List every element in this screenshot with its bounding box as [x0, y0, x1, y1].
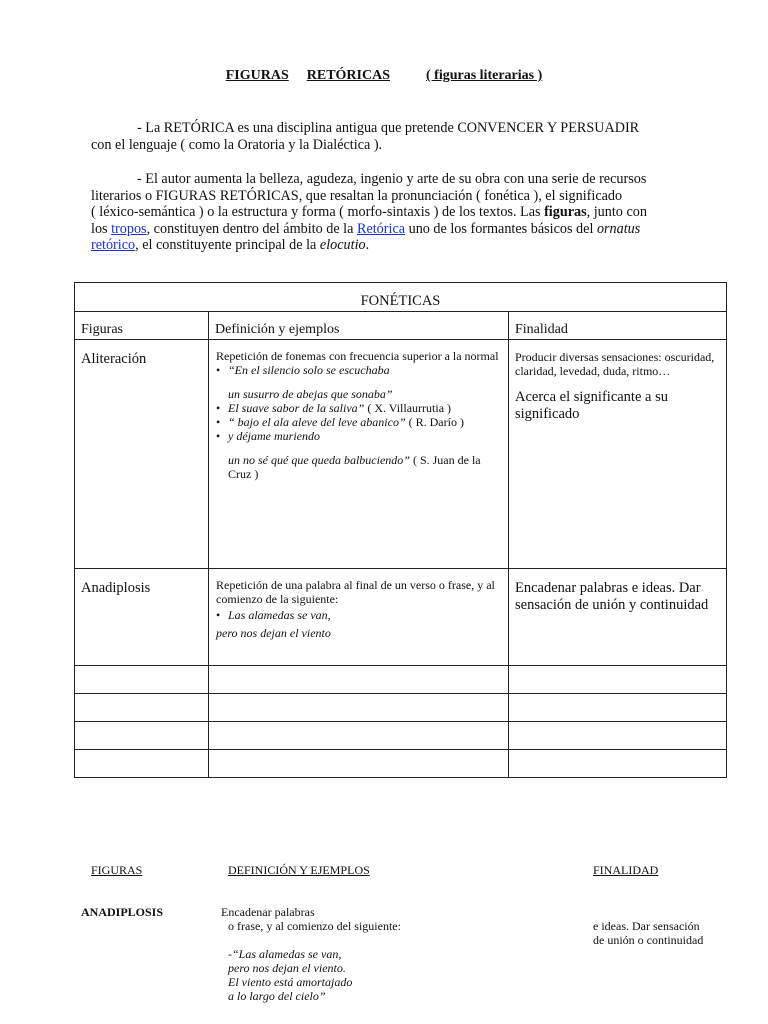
bottom-figure-name: ANADIPLOSIS	[81, 905, 164, 919]
link-retorico[interactable]: retórico	[91, 237, 136, 253]
bottom-header-figuras: FIGURAS	[91, 863, 143, 877]
table-row	[75, 569, 727, 666]
definition-text: Repetición de una palabra al final de un verso o frase, y al comienzo de la siguiente:	[216, 578, 495, 606]
empty-row	[75, 722, 727, 750]
title-figuras: FIGURAS	[225, 68, 289, 83]
table-heading: FONÉTICAS	[75, 283, 727, 312]
bottom-header-finalidad: FINALIDAD	[593, 863, 659, 877]
intro-paragraph-2	[91, 171, 711, 254]
bottom-header-definicion: DEFINICIÓN Y EJEMPLOS	[228, 863, 370, 877]
col-header-definicion: Definición y ejemplos	[209, 312, 509, 340]
list-item: • Las alamedas se van,	[216, 608, 331, 622]
bottom-example: -“Las alamedas se van, pero nos dejan el viento. El viento está amortajado a lo largo del cielo”	[228, 947, 353, 1003]
page-title	[0, 68, 768, 84]
p2-line2: literarios o FIGURAS RETÓRICAS, que resaltan la pronunciación ( fonética ), el significado	[91, 187, 623, 204]
title-subtitle: ( figuras literarias )	[426, 68, 543, 83]
empty-row	[75, 666, 727, 694]
title-retoricas: RETÓRICAS	[306, 68, 390, 83]
purpose-cell: Encadenar palabras e ideas. Dar sensación de unión y continuidad	[509, 569, 727, 666]
col-header-figuras: Figuras	[75, 312, 209, 340]
examples-list	[216, 363, 502, 377]
purpose-big: Acerca el significante a su significado	[515, 389, 668, 422]
list-item: • y déjame muriendo	[216, 429, 320, 443]
bottom-def-line1: Encadenar palabras	[221, 905, 315, 919]
figure-name: Aliteración	[75, 340, 209, 569]
empty-row	[75, 750, 727, 778]
table-row	[75, 340, 727, 569]
link-tropos[interactable]: tropos	[111, 220, 147, 237]
bottom-fin-line2: de unión o continuidad	[593, 933, 704, 947]
p2-line3: ( léxico-semántica ) o la estructura y forma ( morfo-sintaxis ) de los textos. Las figuras, junto con	[91, 204, 647, 220]
definition-cell: Repetición de una palabra al final de un verso o frase, y al comienzo de la siguiente: • Las alamedas se van, pero nos dejan el viento	[209, 569, 509, 666]
p1-line1: - La RETÓRICA es una disciplina antigua que pretende CONVENCER Y PERSUADIR	[137, 120, 640, 136]
purpose-cell	[509, 340, 727, 569]
empty-row	[75, 694, 727, 722]
definition-cell: Repetición de fonemas con frecuencia superior a la normal • “En el silencio solo se escuchaba un susurro de abejas que sonaba” • El suave sabor de la saliva” ( X. Villaurrutia ) • “ bajo el ala aleve del leve abanico” ( R. Darío ) • y déjame muriendo un no sé qué que queda balbuciendo” ( S. Juan de la Cruz )	[209, 340, 509, 569]
col-header-finalidad: Finalidad	[509, 312, 727, 340]
list-item: • “ bajo el ala aleve del leve abanico” ( R. Darío )	[216, 415, 464, 429]
p2-line5: retórico, el constituyente principal de la elocutio.	[91, 237, 370, 253]
figure-name: Anadiplosis	[75, 569, 209, 666]
bottom-fin-line1: e ideas. Dar sensación	[593, 919, 700, 933]
definition-text: Repetición de fonemas con frecuencia superior a la normal	[216, 349, 499, 363]
p2-line1: - El autor aumenta la belleza, agudeza, ingenio y arte de su obra con una serie de recursos	[137, 171, 647, 187]
p1-line2: con el lenguaje ( como la Oratoria y la Dialéctica ).	[91, 136, 383, 153]
foneticas-table	[74, 282, 727, 778]
intro-paragraph-1	[91, 120, 711, 153]
purpose-small: Producir diversas sensaciones: oscuridad, claridad, levedad, duda, ritmo…	[515, 350, 715, 378]
link-retorica[interactable]: Retórica	[356, 220, 406, 237]
bottom-def-line2: o frase, y al comienzo del siguiente:	[228, 919, 401, 933]
p2-line4: los tropos, constituyen dentro del ámbito de la Retórica uno de los formantes básicos del ornatus	[91, 220, 641, 237]
list-item: • “En el silencio solo se escuchaba	[216, 363, 390, 377]
list-item: • El suave sabor de la saliva” ( X. Villaurrutia )	[216, 401, 452, 415]
